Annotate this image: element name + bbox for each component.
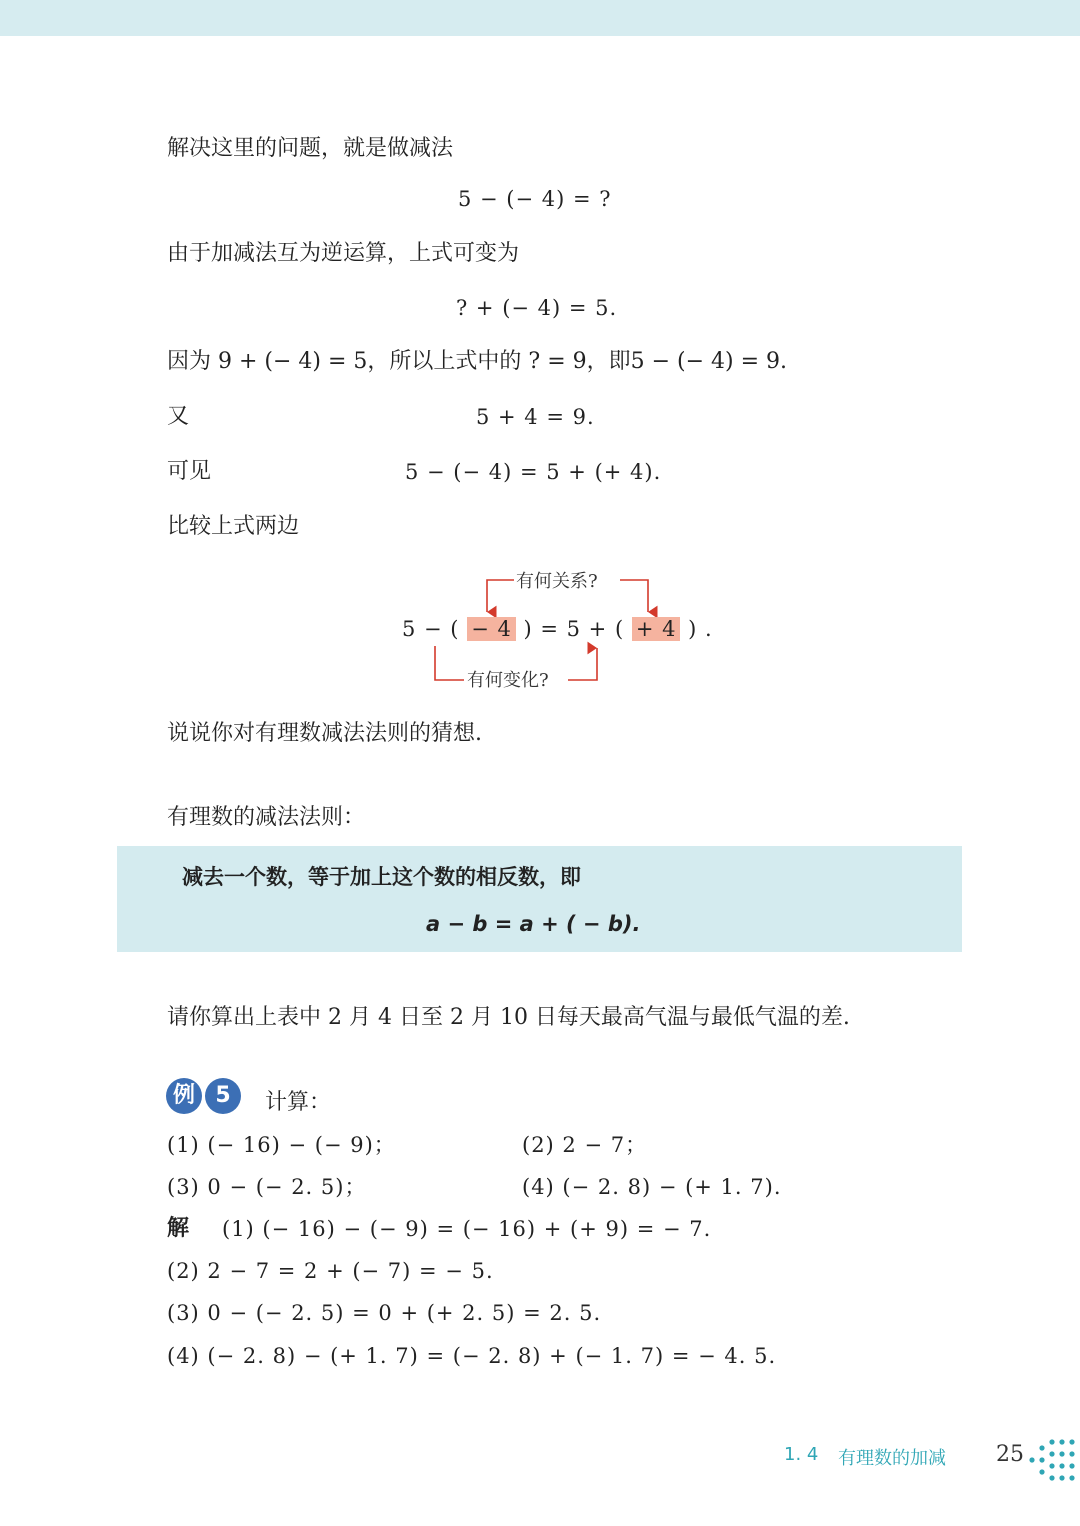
question-4: (4) (− 2. 8) − (+ 1. 7). xyxy=(522,1175,782,1199)
solution-label: 解 xyxy=(167,1216,190,1241)
page-number: 25 xyxy=(996,1442,1024,1467)
equation-4: 5 − (− 4) = 5 + (+ 4). xyxy=(405,460,662,484)
again-label: 又 xyxy=(167,404,190,429)
equation-1: 5 − (− 4) = ? xyxy=(458,187,612,211)
footer-section-title: 有理数的加减 xyxy=(838,1448,946,1469)
footer-section-number: 1. 4 xyxy=(784,1444,819,1465)
highlight-minus-4: − 4 xyxy=(467,617,516,641)
equation-3: 5 + 4 = 9. xyxy=(476,405,595,429)
highlight-plus-4: + 4 xyxy=(632,617,681,641)
comparison-equation xyxy=(402,614,713,644)
answer-2: (2) 2 − 7 = 2 + (− 7) = − 5. xyxy=(167,1259,494,1283)
answer-3: (3) 0 − (− 2. 5) = 0 + (+ 2. 5) = 2. 5. xyxy=(167,1301,602,1325)
eq-mid: ) = 5 + ( xyxy=(515,617,632,641)
answer-4: (4) (− 2. 8) − (+ 1. 7) = (− 2. 8) + (− 1. 7) = − 4. 5. xyxy=(167,1344,777,1368)
relation-note: 有何关系? xyxy=(516,571,598,592)
dot-grid-icon xyxy=(1028,1438,1078,1482)
comparison-arrows xyxy=(0,0,1080,720)
example-badge-number: 5 xyxy=(205,1078,241,1114)
intro-text: 解决这里的问题，就是做减法 xyxy=(167,136,454,161)
thus-label: 可见 xyxy=(167,459,212,484)
example-title: 计算： xyxy=(265,1090,332,1115)
rule-formula: a − b = a + ( − b). xyxy=(426,912,641,936)
example-badge-label: 例 xyxy=(166,1078,202,1114)
equation-2: ? + (− 4) = 5. xyxy=(456,296,618,320)
rule-title: 有理数的减法法则： xyxy=(167,805,366,830)
change-note: 有何变化? xyxy=(467,670,549,691)
question-3: (3) 0 − (− 2. 5)； xyxy=(167,1175,367,1199)
reason-text: 由于加减法互为逆运算，上式可变为 xyxy=(167,241,520,266)
eq-right: ) . xyxy=(680,617,713,641)
question-2: (2) 2 − 7； xyxy=(522,1133,648,1157)
compare-text: 比较上式两边 xyxy=(167,514,300,539)
because-text: 因为 9 + (− 4) = 5，所以上式中的 ? = 9，即5 − (− 4) = 9. xyxy=(167,349,788,374)
guess-prompt: 说说你对有理数减法法则的猜想. xyxy=(167,721,482,746)
eq-left: 5 − ( xyxy=(402,617,468,641)
question-1: (1) (− 16) − (− 9)； xyxy=(167,1133,396,1157)
exercise-text: 请你算出上表中 2 月 4 日至 2 月 10 日每天最高气温与最低气温的差. xyxy=(167,1005,850,1030)
answer-1: (1) (− 16) − (− 9) = (− 16) + (+ 9) = − 7. xyxy=(222,1217,712,1241)
rule-text: 减去一个数，等于加上这个数的相反数，即 xyxy=(182,865,581,889)
